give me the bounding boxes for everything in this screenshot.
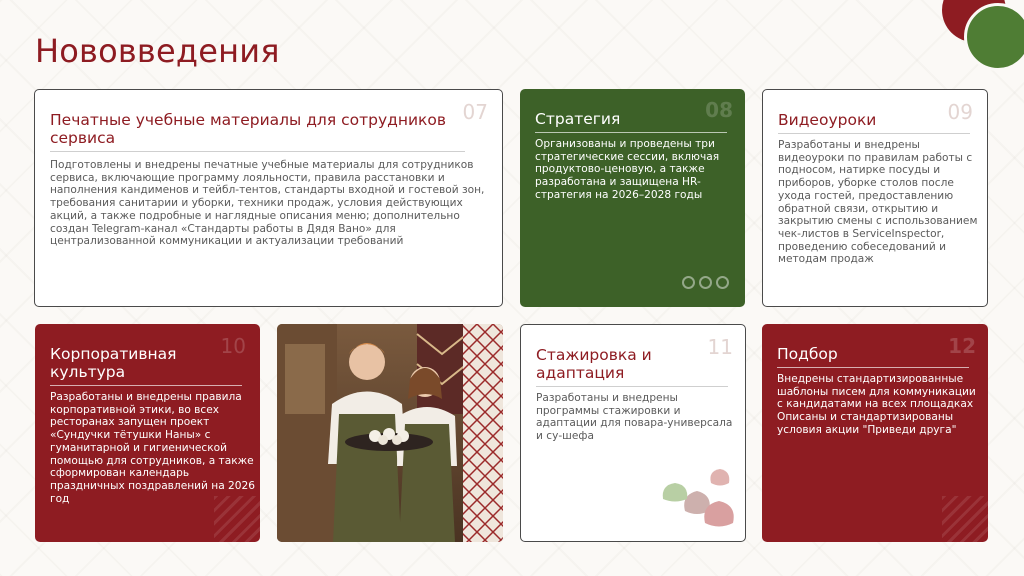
card-heading: Стажировка и адаптация — [536, 346, 728, 387]
card-heading: Корпоративная культура — [50, 345, 242, 386]
dumplings-icon — [661, 465, 741, 529]
card-body: Разработаны и внедрены видеоуроки по правилам работы с подносом, натирке посуды и приборов, уборке столов после ухода гостей, предоставлению обратной связи, открытию и закрытию смены с использованием чек-листов в ServiceInspector, проведению собеседований и методам продаж — [778, 139, 978, 266]
card-body: Разработаны и внедрены программы стажировки и адаптации для повара-универсала и су-шефа — [536, 392, 733, 443]
card-number: 12 — [948, 334, 976, 358]
card-body: Разработаны и внедрены правила корпоративной этики, во всех ресторанах запущен проект «Сундучки тётушки Наны» с гуманитарной и гигиенической помощью для сотрудников, а также сформирован календарь праздничных поздравлений на 2026 год — [50, 391, 256, 505]
card-body: Подготовлены и внедрены печатные учебные материалы для сотрудников сервиса, включающие программу лояльности, правила расстановки и наполнения кандименов и тейбл-тентов, стандарты входной и гостевой зон, требования санитарии и уборки, техники продаж, условия действующих акций, а также подробные и наглядные описания меню; дополнительно создан Telegram-канал «Стандарты работы в Дядя Вано» для централизованной коммуникации и актуализации требований — [50, 159, 485, 248]
card-recruitment — [762, 324, 988, 542]
decor-circle-green — [964, 3, 1024, 71]
card-heading: Печатные учебные материалы для сотрудников сервиса — [50, 111, 465, 152]
card-number: 07 — [462, 100, 488, 124]
card-heading: Стратегия — [535, 110, 727, 133]
card-body: Внедрены стандартизированные шаблоны писем для коммуникации с кандидатами на всех площадках Описаны и стандартизированы условия акции "Приведи друга" — [777, 373, 976, 436]
card-printed-materials — [34, 89, 503, 307]
card-internship-adaptation — [520, 324, 746, 542]
card-heading: Подбор — [777, 345, 969, 368]
decor-pattern — [942, 496, 988, 542]
page-title: Нововведения — [35, 32, 280, 70]
staff-photo — [277, 324, 503, 542]
card-video-lessons — [762, 89, 988, 307]
card-number: 08 — [705, 98, 733, 122]
card-number: 10 — [220, 334, 246, 358]
card-heading: Видеоуроки — [778, 111, 970, 134]
card-corporate-culture — [35, 324, 260, 542]
card-body: Организованы и проведены три стратегические сессии, включая продуктово-ценовую, а также разработана и защищена HR-стратегия на 2026–2028 годы — [535, 138, 720, 201]
dots-indicator-icon — [682, 276, 729, 289]
decor-pattern — [214, 496, 260, 542]
card-strategy — [520, 89, 745, 307]
card-number: 09 — [947, 100, 973, 124]
card-number: 11 — [707, 335, 733, 359]
